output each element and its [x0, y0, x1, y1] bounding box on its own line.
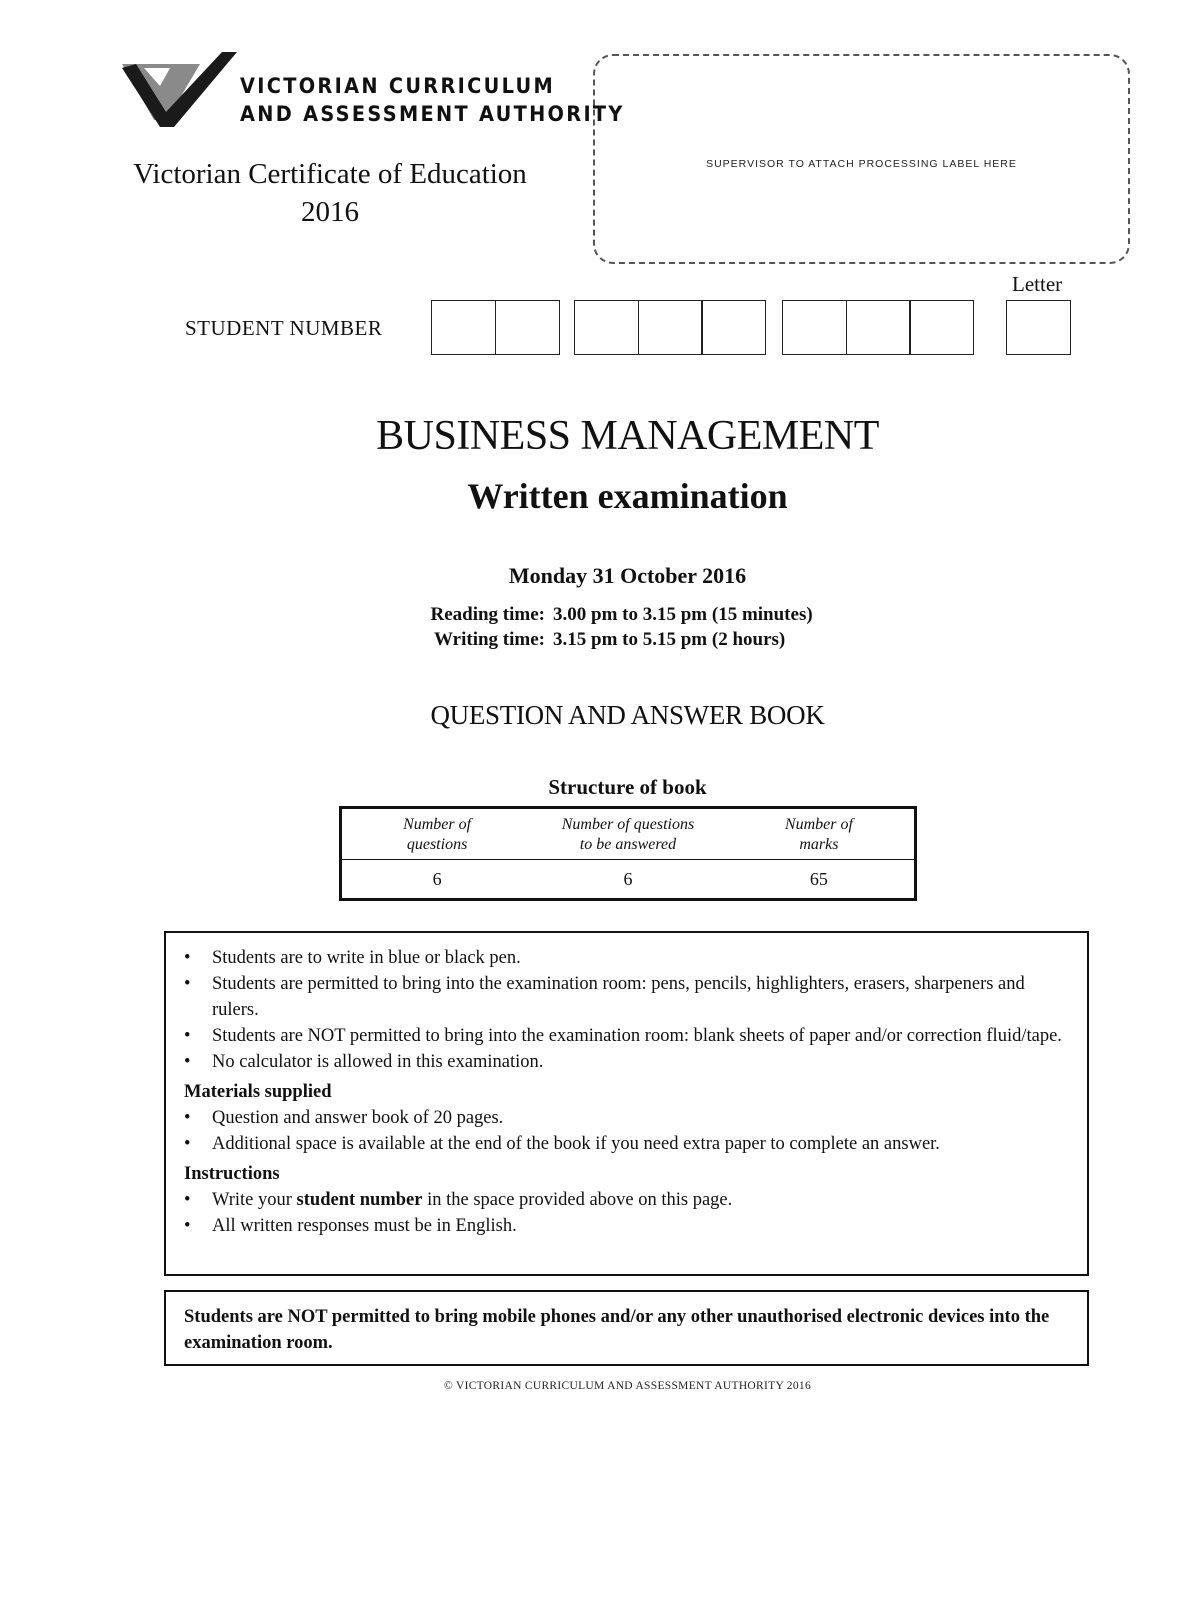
- student-number-label: STUDENT NUMBER: [185, 316, 383, 340]
- structure-header-cell: Number of marks: [724, 808, 916, 860]
- exam-times: [405, 602, 813, 652]
- letter-label: Letter: [1012, 272, 1063, 296]
- certificate-year: 2016: [301, 196, 359, 228]
- writing-time-row: [405, 627, 813, 652]
- structure-value-row: [341, 860, 916, 900]
- student-number-group-3: [782, 300, 974, 355]
- student-number-digit-box[interactable]: [909, 300, 974, 355]
- vcaa-logo-icon: [122, 52, 237, 127]
- processing-label-text: SUPERVISOR TO ATTACH PROCESSING LABEL HERE: [706, 158, 1017, 170]
- structure-header-cell: Number of questions to be answered: [532, 808, 724, 860]
- logo-line-1: VICTORIAN CURRICULUM: [240, 74, 556, 98]
- writing-time-value: 3.15 pm to 5.15 pm (2 hours): [553, 629, 786, 650]
- student-number-digit-box[interactable]: [638, 300, 703, 355]
- list-item: • Question and answer book of 20 pages.: [184, 1105, 1071, 1131]
- student-number-digit-box[interactable]: [574, 300, 639, 355]
- student-number-group-2: [574, 300, 766, 355]
- student-number-digit-box[interactable]: [495, 300, 560, 355]
- reading-time-label: Reading time:: [430, 604, 545, 625]
- structure-value-cell: 65: [809, 869, 828, 889]
- structure-header-row: [341, 808, 916, 860]
- structure-title: Structure of book: [548, 775, 707, 799]
- writing-time-label: Writing time:: [434, 629, 545, 650]
- student-number-group-1: [431, 300, 560, 355]
- student-number-letter-box[interactable]: [1006, 300, 1071, 355]
- instructions-heading: Instructions: [184, 1164, 280, 1184]
- list-item: • No calculator is allowed in this examination.: [184, 1049, 1071, 1075]
- list-item: • Students are NOT permitted to bring into the examination room: blank sheets of paper and/or correction fluid/tape.: [184, 1023, 1071, 1049]
- materials-heading: Materials supplied: [184, 1082, 332, 1102]
- list-item: • Students are to write in blue or black pen.: [184, 945, 1071, 971]
- structure-value-cell: 6: [432, 869, 442, 889]
- mobile-phone-warning: Students are NOT permitted to bring mobile phones and/or any other unauthorised electronic devices into the examination room.: [164, 1290, 1089, 1366]
- structure-value-cell: 6: [623, 869, 633, 889]
- reading-time-row: [405, 602, 813, 627]
- student-number-digit-box[interactable]: [782, 300, 847, 355]
- list-item: • Additional space is available at the end of the book if you need extra paper to complete an answer.: [184, 1131, 1071, 1157]
- exam-subtitle: Written examination: [467, 476, 788, 516]
- reading-time-value: 3.00 pm to 3.15 pm (15 minutes): [553, 604, 813, 625]
- general-rules-list: [184, 945, 1071, 1075]
- copyright-footer: © VICTORIAN CURRICULUM AND ASSESSMENT AUTHORITY 2016: [443, 1380, 812, 1392]
- materials-list: [184, 1105, 1071, 1157]
- student-number-letter-group: [1006, 300, 1071, 355]
- list-item: • All written responses must be in English.: [184, 1213, 1071, 1239]
- certificate-name: Victorian Certificate of Education: [133, 158, 527, 190]
- structure-table: [339, 806, 917, 901]
- exam-title: BUSINESS MANAGEMENT: [376, 413, 879, 459]
- structure-header-cell: Number of questions: [341, 808, 533, 860]
- student-number-digit-box[interactable]: [431, 300, 496, 355]
- exam-date: Monday 31 October 2016: [508, 563, 747, 588]
- book-type-heading: QUESTION AND ANSWER BOOK: [430, 700, 825, 730]
- student-number-digit-box[interactable]: [701, 300, 766, 355]
- student-number-digit-box[interactable]: [846, 300, 911, 355]
- list-item: • Students are permitted to bring into the examination room: pens, pencils, highlighters, erasers, sharpeners and rulers.: [184, 971, 1071, 1023]
- list-item: • Write your student number in the space provided above on this page.: [184, 1187, 1071, 1213]
- logo-line-2: AND ASSESSMENT AUTHORITY: [240, 102, 625, 126]
- certificate-heading: [120, 155, 540, 231]
- instructions-list: [184, 1187, 1071, 1239]
- instructions-box: [164, 931, 1089, 1276]
